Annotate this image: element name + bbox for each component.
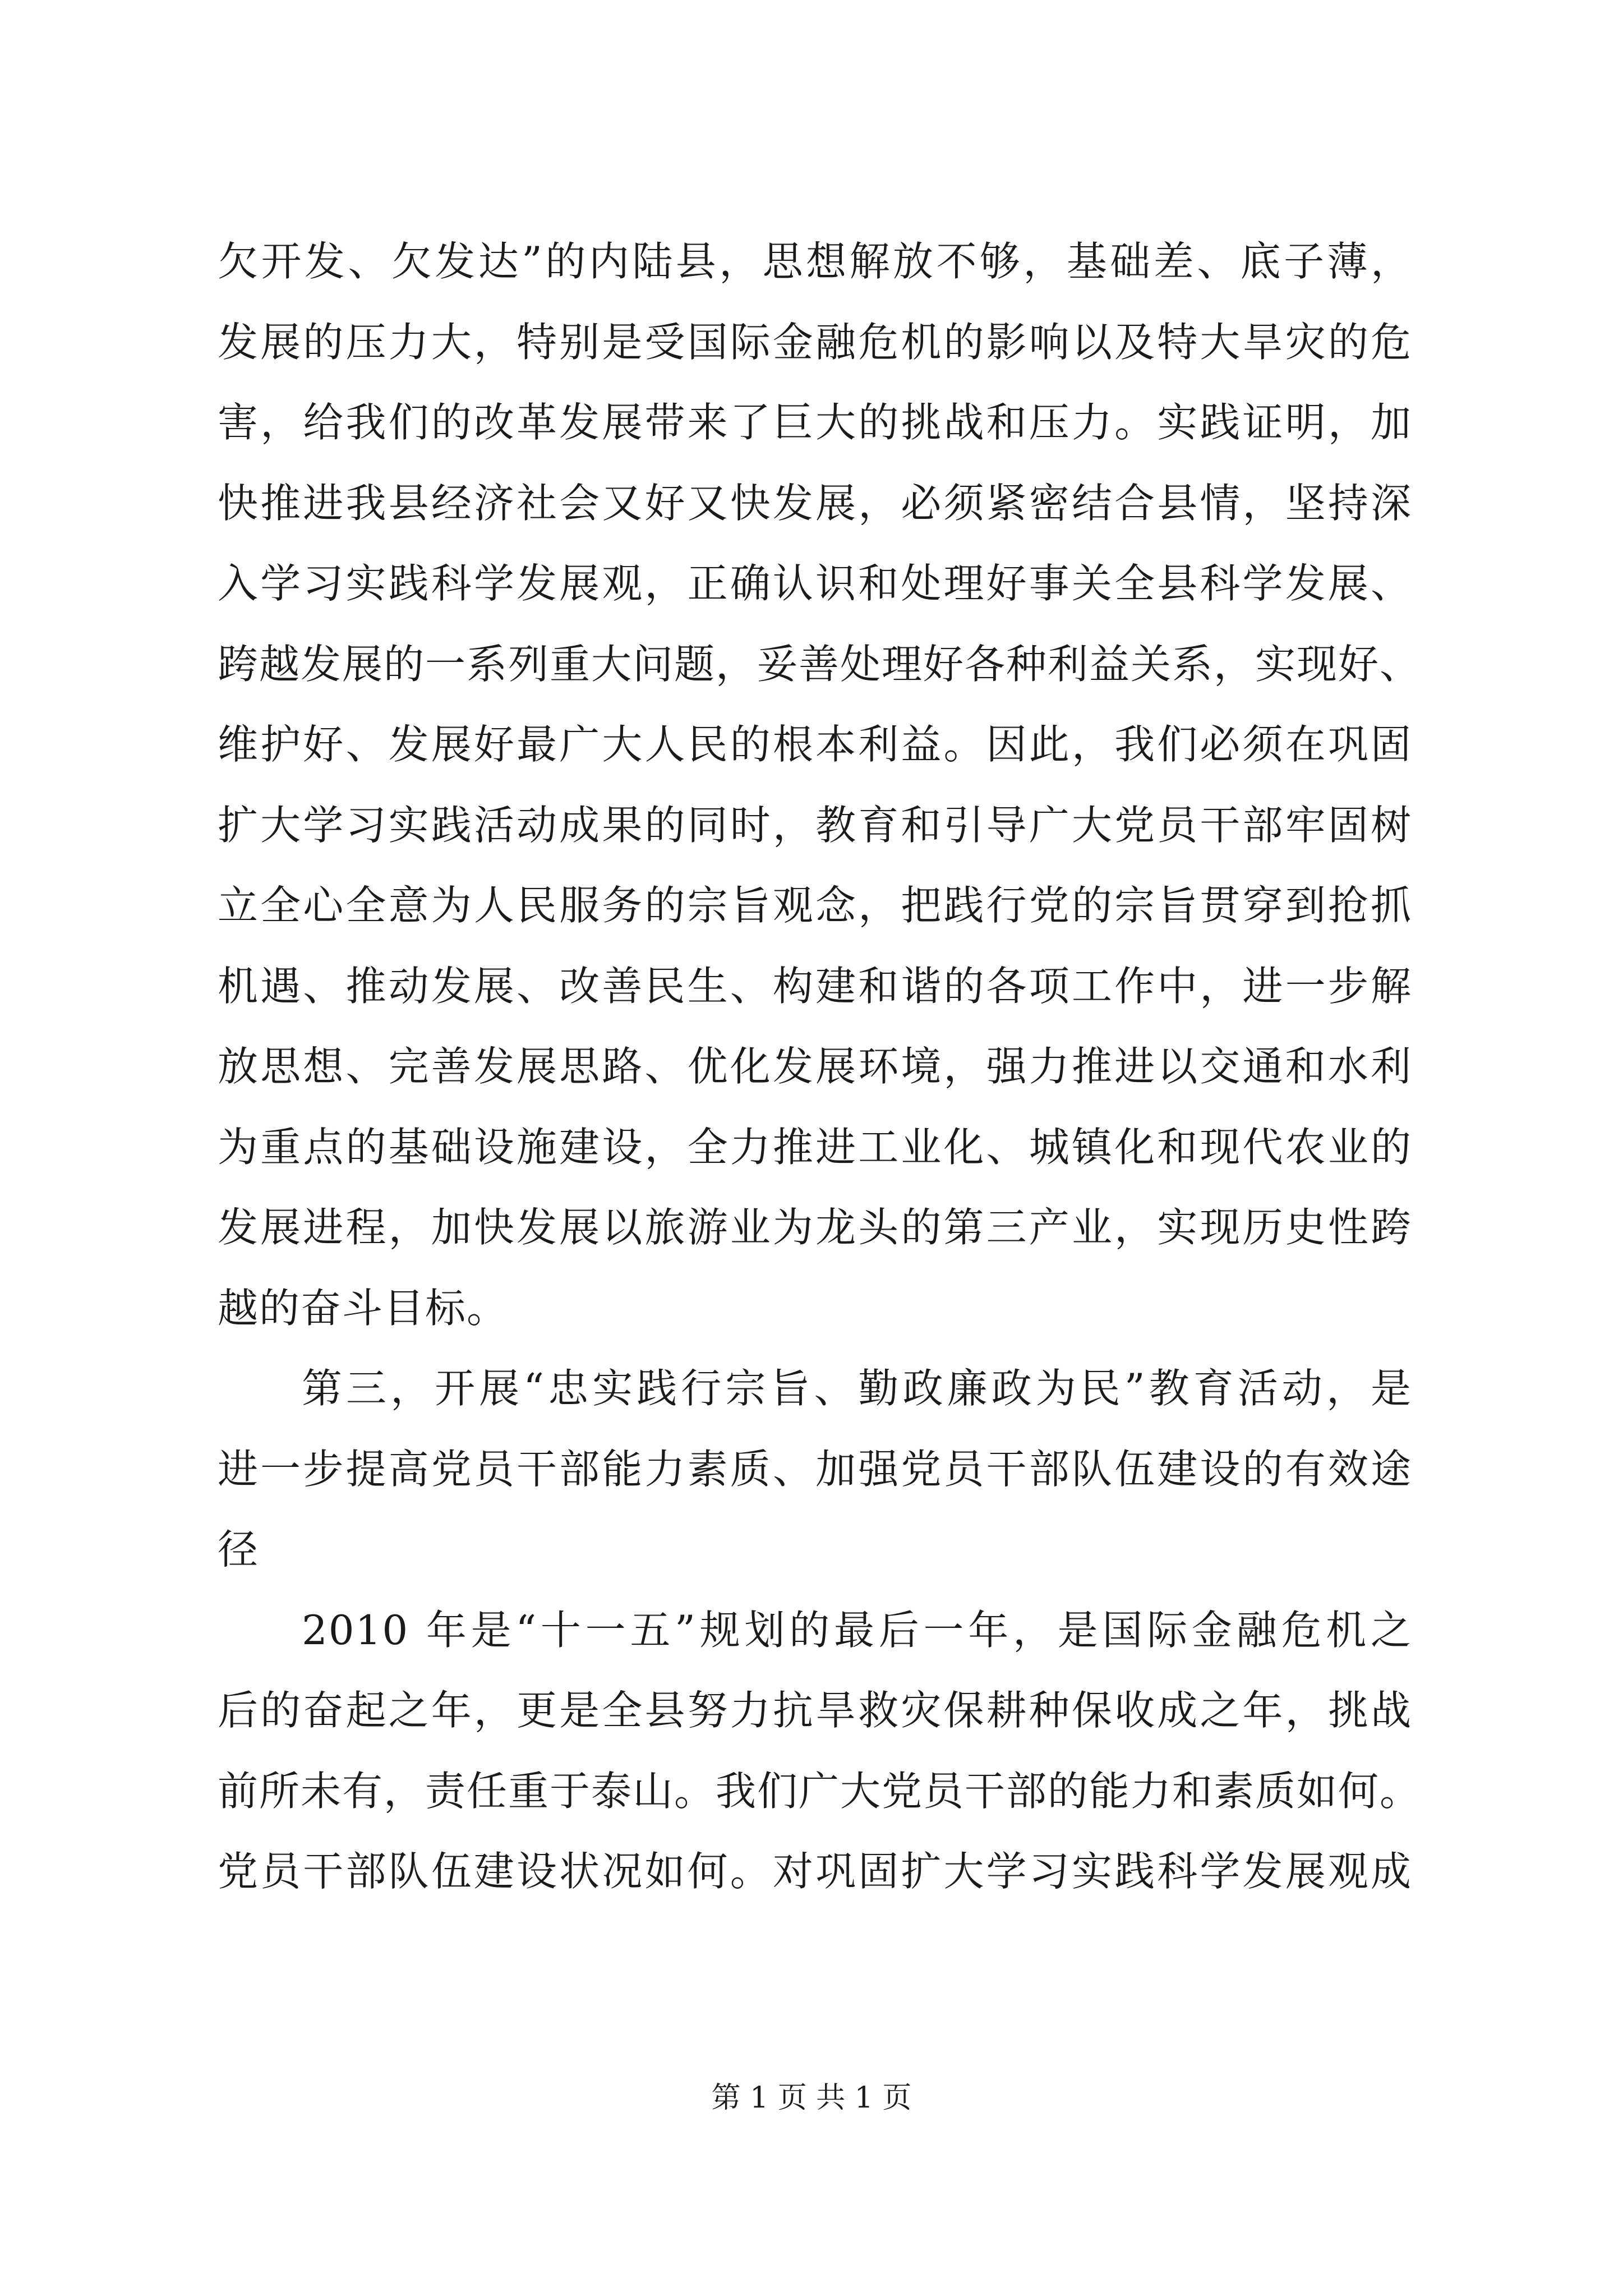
body-line: 后的奋起之年，更是全县努力抗旱救灾保耕种保收成之年，挑战	[218, 1687, 1412, 1734]
section-heading-line: 第三，开展“忠实践行宗旨、勤政廉政为民”教育活动，是	[302, 1365, 1412, 1412]
body-line: 跨越发展的一系列重大问题，妥善处理好各种利益关系，实现好、	[218, 640, 1422, 688]
body-line: 2010 年是“十一五”规划的最后一年，是国际金融危机之	[302, 1606, 1412, 1654]
body-line: 越的奋斗目标。	[218, 1284, 509, 1332]
body-line: 入学习实践科学发展观，正确认识和处理好事关全县科学发展、	[218, 560, 1412, 607]
body-line: 前所未有，责任重于泰山。我们广大党员干部的能力和素质如何。	[218, 1767, 1422, 1815]
body-line: 机遇、推动发展、改善民生、构建和谐的各项工作中，进一步解	[218, 962, 1412, 1010]
section-heading-line: 径	[218, 1526, 260, 1573]
body-line: 扩大学习实践活动成果的同时，教育和引导广大党员干部牢固树	[218, 801, 1412, 849]
body-line: 发展进程，加快发展以旅游业为龙头的第三产业，实现历史性跨	[218, 1204, 1412, 1251]
body-line: 发展的压力大，特别是受国际金融危机的影响以及特大旱灾的危	[218, 318, 1412, 366]
body-line: 立全心全意为人民服务的宗旨观念，把践行党的宗旨贯穿到抢抓	[218, 882, 1412, 929]
body-line: 党员干部队伍建设状况如何。对巩固扩大学习实践科学发展观成	[218, 1848, 1412, 1895]
body-line: 欠开发、欠发达”的内陆县，思想解放不够，基础差、底子薄，	[218, 238, 1412, 285]
body-line: 为重点的基础设施建设，全力推进工业化、城镇化和现代农业的	[218, 1123, 1412, 1171]
body-line: 放思想、完善发展思路、优化发展环境，强力推进以交通和水利	[218, 1043, 1412, 1090]
body-line: 快推进我县经济社会又好又快发展，必须紧密结合县情，坚持深	[218, 479, 1412, 527]
page-number: 第 1 页 共 1 页	[711, 2081, 912, 2115]
body-line: 维护好、发展好最广大人民的根本利益。因此，我们必须在巩固	[218, 721, 1412, 768]
page-footer	[0, 2078, 1623, 2118]
body-line: 害，给我们的改革发展带来了巨大的挑战和压力。实践证明，加	[218, 399, 1412, 446]
document-body	[218, 222, 1422, 1912]
section-heading-line: 进一步提高党员干部能力素质、加强党员干部队伍建设的有效途	[218, 1445, 1412, 1493]
